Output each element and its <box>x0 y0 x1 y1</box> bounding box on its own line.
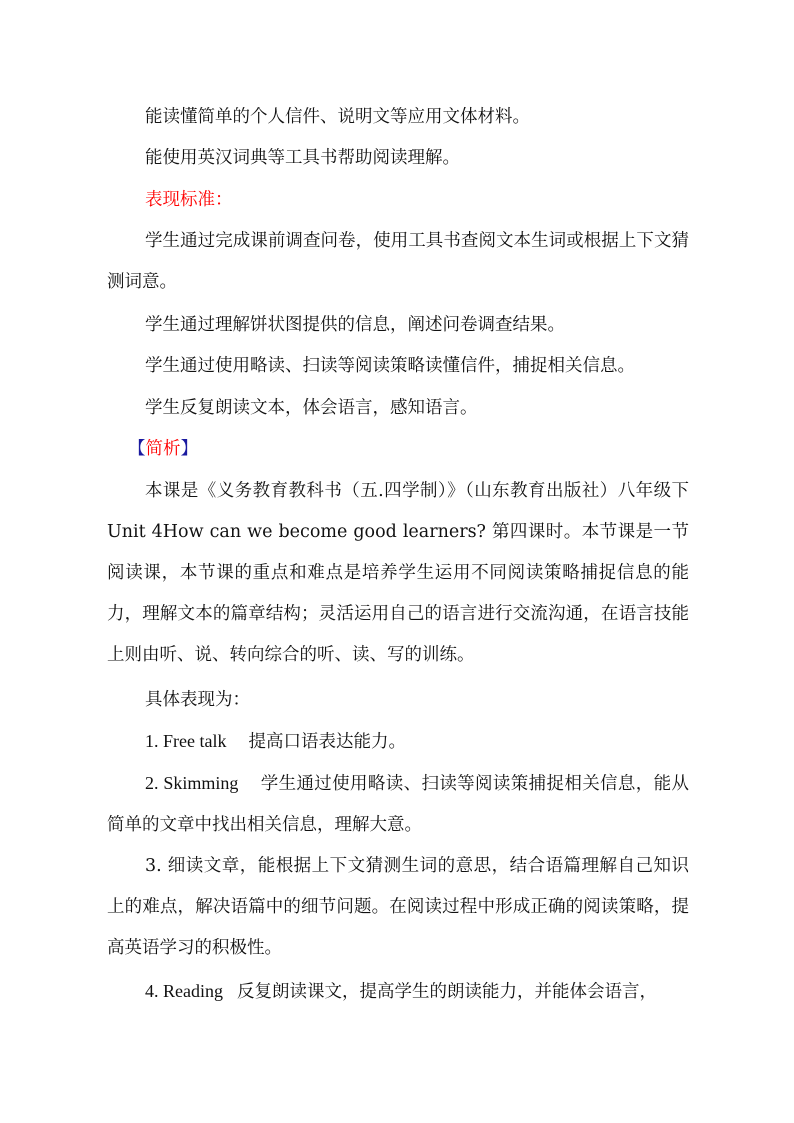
list-item-free-talk-text: 提高口语表达能力。 <box>248 732 406 752</box>
heading-analysis-close: 】 <box>180 439 198 459</box>
paragraph-survey: 学生通过完成课前调查问卷，使用工具书查阅文本生词或根据上下文猜测词意。 <box>107 231 689 292</box>
list-item-reading <box>107 971 689 1013</box>
paragraph-reading-strategies: 学生通过使用略读、扫读等阅读策略读懂信件，捕捉相关信息。 <box>145 356 635 376</box>
paragraph-specific: 具体表现为： <box>145 690 250 710</box>
list-item-close-reading: 3. 细读文章，能根据上下文猜测生词的意思，结合语篇理解自己知识上的难点，解决语篇中的细节问题。在阅读过程中形成正确的阅读策略，提高英语学习的积极性。 <box>107 856 689 958</box>
paragraph-dictionary-use: 能使用英汉词典等工具书帮助阅读理解。 <box>145 148 460 168</box>
heading-analysis-open: 【 <box>128 439 146 459</box>
heading-performance-standards: 表现标准： <box>145 190 233 210</box>
list-item-free-talk-label: 1. Free talk <box>145 731 227 751</box>
paragraph-read-aloud: 学生反复朗读文本，体会语言，感知语言。 <box>145 398 478 418</box>
list-item-free-talk <box>107 721 689 763</box>
heading-analysis-text: 简析 <box>145 439 181 459</box>
paragraph-analysis: 本课是《义务教育教科书（五.四学制）》（山东教育出版社）八年级下 Unit 4How can we become good learners? 第四课时。本节课是一节阅读课，本节课的重点和难点是培养学生运用不同阅读策略捕捉信息的能力，理解文本的篇章结构；灵活运用自己的语言进行交流沟通，在语言技能上则由听、说、转向综合的听、读、写的训练。 <box>107 481 689 665</box>
list-item-skimming-text: 学生通过使用略读、扫读等阅读策捕捉相关信息，能从简单的文章中找出相关信息，理解大意。 <box>107 774 689 835</box>
paragraph-reading-materials: 能读懂简单的个人信件、说明文等应用文体材料。 <box>145 107 530 127</box>
list-item-skimming <box>107 763 689 846</box>
paragraph-pie-chart: 学生通过理解饼状图提供的信息，阐述问卷调查结果。 <box>145 315 565 335</box>
heading-analysis <box>128 429 710 470</box>
list-item-reading-text: 反复朗读课文，提高学生的朗读能力，并能体会语言， <box>237 982 657 1002</box>
list-item-skimming-label: 2. Skimming <box>145 773 239 793</box>
list-item-reading-label: 4. Reading <box>145 981 223 1001</box>
